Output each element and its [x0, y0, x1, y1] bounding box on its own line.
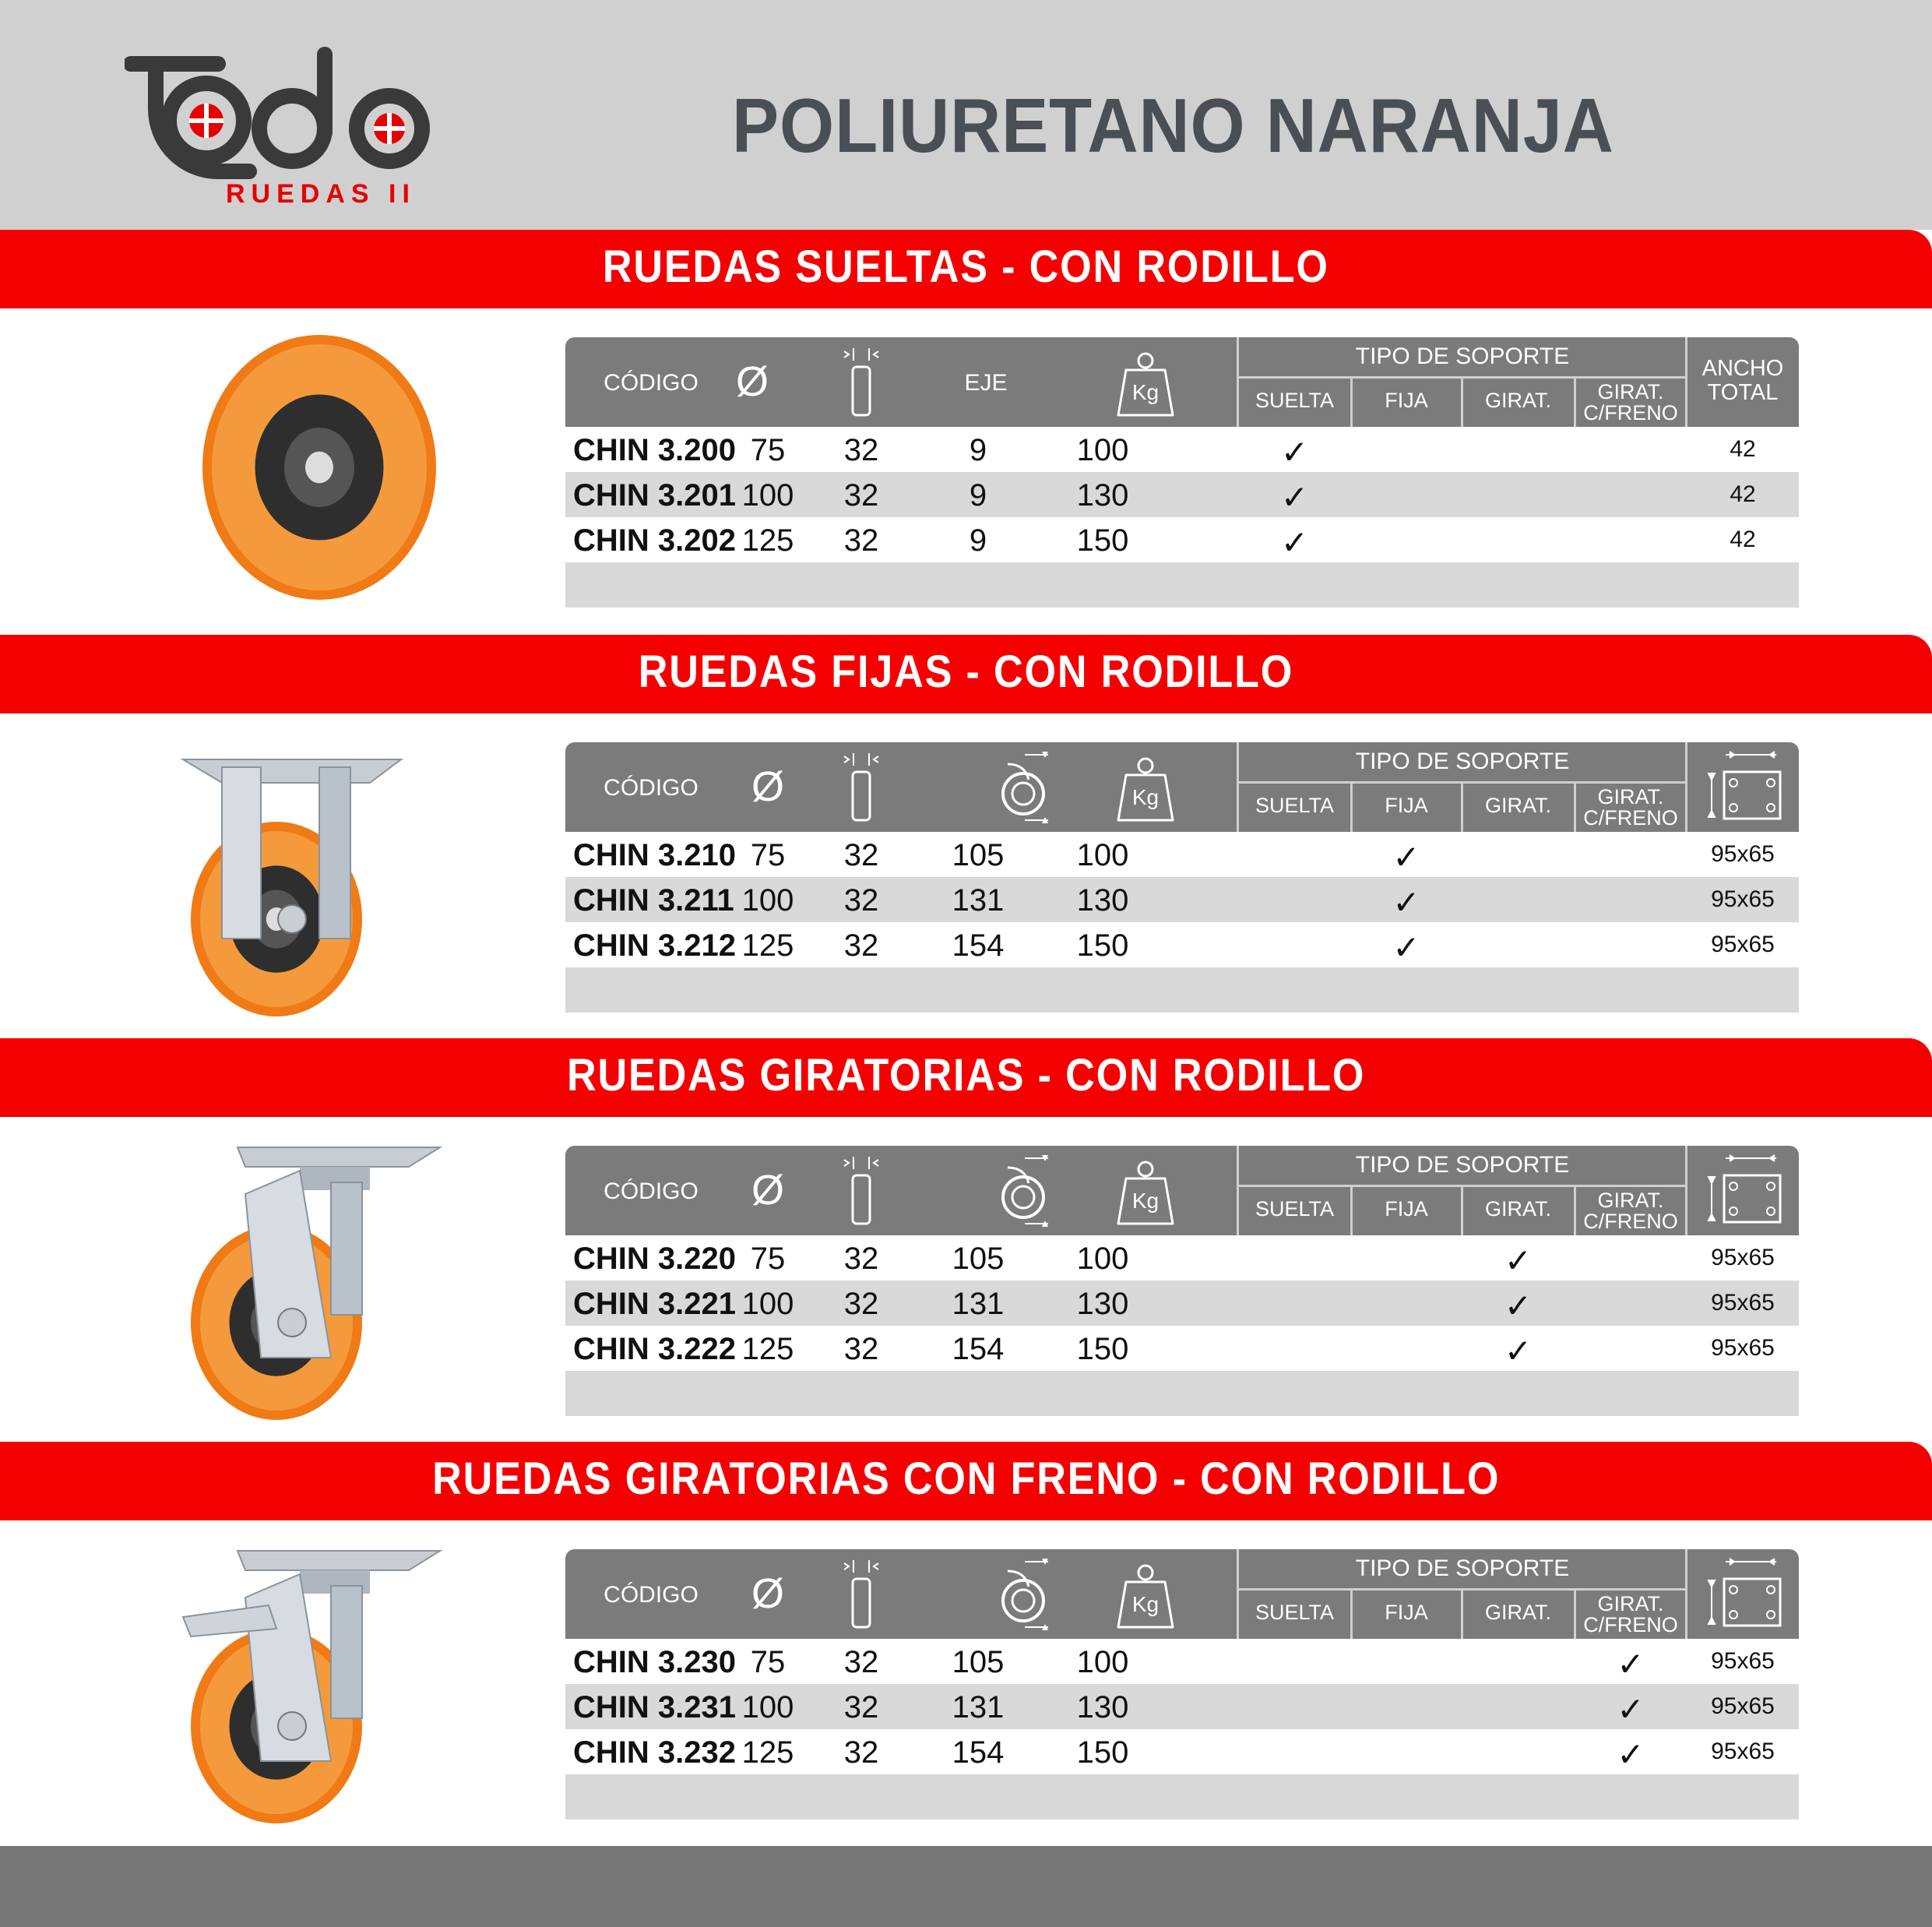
cell-d: 100 — [741, 1287, 794, 1321]
table-header — [565, 742, 1799, 832]
cell-ancho: 95x65 — [1711, 1245, 1775, 1270]
header-eje: EJE — [964, 370, 1008, 396]
header-tipo-soporte: TIPO DE SOPORTE — [1355, 1152, 1570, 1178]
divider — [1461, 379, 1463, 427]
check-icon: ✓ — [1504, 1333, 1533, 1369]
cell-kg: 130 — [1076, 1690, 1129, 1724]
section-title-text: RUEDAS SUELTAS - CON RODILLO — [603, 241, 1329, 292]
section-banner — [0, 1038, 1932, 1117]
kg-label: Kg — [1131, 1189, 1160, 1213]
height-icon — [994, 1555, 1056, 1640]
table-row — [565, 472, 1799, 517]
cell-kg: 100 — [1076, 1242, 1129, 1276]
product-table — [565, 1549, 1799, 1820]
section-banner — [0, 1442, 1932, 1520]
header-girat-freno: GIRAT. — [1597, 785, 1664, 808]
header-codigo: CÓDIGO — [604, 370, 699, 396]
cell-code: CHIN 3.221 — [573, 1287, 736, 1321]
header-girat: GIRAT. — [1484, 389, 1551, 412]
cell-w: 32 — [843, 1690, 879, 1724]
caster-wheel-photo — [175, 1140, 456, 1423]
check-icon: ✓ — [1280, 434, 1309, 470]
caster-wheel-photo — [175, 1543, 456, 1827]
page-header — [0, 0, 1932, 230]
table-header — [565, 337, 1799, 427]
check-icon: ✓ — [1504, 1242, 1533, 1279]
table-row — [565, 877, 1799, 922]
caster-wheel-photo — [175, 736, 456, 1020]
header-ancho: ANCHO — [1701, 356, 1784, 381]
divider — [1350, 379, 1353, 427]
header-girat-freno: GIRAT. — [1597, 1189, 1664, 1212]
cell-kg: 150 — [1076, 1735, 1129, 1770]
cell-code: CHIN 3.231 — [573, 1690, 736, 1724]
footer-bar — [0, 1846, 1932, 1927]
cell-h: 105 — [952, 1645, 1005, 1679]
axle-width-icon — [838, 752, 885, 832]
cell-d: 125 — [741, 1735, 794, 1770]
cell-d: 100 — [741, 1690, 794, 1724]
check-icon: ✓ — [1280, 479, 1309, 516]
check-icon: ✓ — [1392, 884, 1420, 921]
cell-ancho: 95x65 — [1711, 886, 1775, 912]
header-tipo-soporte: TIPO DE SOPORTE — [1355, 749, 1570, 774]
table-footer-row — [565, 1371, 1799, 1416]
mounting-plate-icon — [1702, 1152, 1788, 1236]
cell-w: 32 — [843, 1287, 879, 1321]
table-row — [565, 1639, 1799, 1684]
todo-ruedas-logo — [125, 47, 459, 210]
table-footer-row — [565, 1774, 1799, 1820]
cell-d: 100 — [741, 478, 794, 513]
table-row — [565, 1326, 1799, 1371]
header-girat-freno-2: C/FRENO — [1583, 1613, 1678, 1636]
cell-w: 32 — [843, 1645, 879, 1679]
cell-code: CHIN 3.210 — [573, 838, 736, 872]
cell-h: 105 — [952, 1242, 1005, 1276]
section-title-text: RUEDAS GIRATORIAS - CON RODILLO — [566, 1050, 1366, 1101]
cell-h: 154 — [952, 1735, 1005, 1770]
header-fija: FIJA — [1385, 1197, 1428, 1221]
cell-d: 75 — [750, 1645, 786, 1679]
header-diameter: Ø — [751, 1167, 784, 1214]
cell-code: CHIN 3.222 — [573, 1332, 736, 1366]
table-row — [565, 832, 1799, 877]
cell-h: 9 — [969, 433, 987, 467]
divider — [1574, 379, 1576, 427]
header-girat: GIRAT. — [1484, 794, 1551, 817]
table-row — [565, 1684, 1799, 1729]
header-girat-freno: GIRAT. — [1597, 380, 1664, 403]
product-table — [565, 337, 1799, 608]
check-icon: ✓ — [1504, 1288, 1533, 1324]
cell-kg: 100 — [1076, 838, 1129, 872]
header-tipo-soporte: TIPO DE SOPORTE — [1355, 1555, 1570, 1581]
header-codigo: CÓDIGO — [604, 1582, 699, 1608]
table-row — [565, 922, 1799, 967]
cell-w: 32 — [843, 883, 879, 918]
cell-h: 131 — [952, 1287, 1005, 1321]
divider — [1350, 1591, 1353, 1639]
divider — [1461, 1187, 1463, 1235]
cell-h: 131 — [952, 883, 1005, 918]
header-girat: GIRAT. — [1484, 1601, 1551, 1624]
cell-code: CHIN 3.220 — [573, 1242, 736, 1276]
check-icon: ✓ — [1617, 1646, 1645, 1682]
divider — [1350, 1187, 1353, 1235]
divider — [1685, 1549, 1687, 1639]
mounting-plate-icon — [1702, 749, 1788, 833]
header-girat-freno-2: C/FRENO — [1583, 806, 1678, 830]
height-icon — [994, 1152, 1056, 1236]
cell-kg: 130 — [1076, 1287, 1129, 1321]
cell-h: 131 — [952, 1690, 1005, 1724]
cell-d: 75 — [750, 433, 786, 467]
section-title — [0, 1049, 1932, 1101]
section-title-text: RUEDAS FIJAS - CON RODILLO — [638, 646, 1294, 697]
header-fija: FIJA — [1385, 1601, 1428, 1624]
cell-code: CHIN 3.212 — [573, 928, 736, 963]
check-icon: ✓ — [1280, 524, 1309, 561]
cell-w: 32 — [843, 838, 879, 872]
table-row — [565, 1235, 1799, 1281]
cell-w: 32 — [843, 1242, 879, 1276]
cell-h: 9 — [969, 478, 987, 513]
divider — [1574, 1187, 1576, 1235]
product-table — [565, 1146, 1799, 1416]
cell-code: CHIN 3.211 — [573, 883, 734, 918]
divider — [1350, 784, 1353, 832]
cell-kg: 150 — [1076, 1332, 1129, 1366]
page-title: POLIURETANO NARANJA — [732, 83, 1614, 168]
height-icon — [994, 749, 1056, 833]
cell-kg: 100 — [1076, 1645, 1129, 1679]
cell-ancho: 95x65 — [1711, 841, 1775, 867]
cell-w: 32 — [843, 478, 879, 513]
check-icon: ✓ — [1617, 1736, 1645, 1773]
section-banner — [0, 230, 1932, 308]
header-suelta: SUELTA — [1255, 794, 1335, 817]
cell-d: 75 — [750, 1242, 786, 1276]
kg-label: Kg — [1131, 380, 1160, 404]
cell-w: 32 — [843, 433, 879, 467]
cell-h: 154 — [952, 1332, 1005, 1366]
cell-kg: 150 — [1076, 523, 1129, 558]
table-row — [565, 517, 1799, 562]
header-fija: FIJA — [1385, 389, 1428, 412]
cell-ancho: 95x65 — [1711, 1648, 1775, 1674]
cell-kg: 130 — [1076, 883, 1129, 918]
divider — [1574, 784, 1576, 832]
cell-d: 125 — [741, 1332, 794, 1366]
cell-h: 9 — [969, 523, 987, 558]
divider — [1461, 1591, 1463, 1639]
header-diameter: Ø — [751, 763, 784, 810]
table-row — [565, 427, 1799, 472]
check-icon: ✓ — [1392, 929, 1420, 966]
cell-code: CHIN 3.230 — [573, 1645, 736, 1679]
cell-ancho: 42 — [1730, 527, 1756, 552]
cell-d: 125 — [741, 523, 794, 558]
header-diameter: Ø — [735, 358, 769, 405]
divider — [1685, 742, 1687, 832]
table-footer-row — [565, 967, 1799, 1013]
cell-ancho: 95x65 — [1711, 1739, 1775, 1764]
header-suelta: SUELTA — [1255, 1601, 1335, 1624]
cell-w: 32 — [843, 1332, 879, 1366]
cell-ancho: 95x65 — [1711, 1290, 1775, 1316]
section-title — [0, 646, 1932, 698]
axle-width-icon — [838, 1155, 885, 1235]
table-row — [565, 1729, 1799, 1774]
header-tipo-soporte: TIPO DE SOPORTE — [1355, 343, 1570, 369]
cell-code: CHIN 3.201 — [573, 478, 736, 513]
header-fija: FIJA — [1385, 794, 1428, 817]
cell-ancho: 95x65 — [1711, 932, 1775, 957]
caster-wheel-photo — [199, 331, 448, 615]
cell-kg: 130 — [1076, 478, 1129, 513]
table-footer-row — [565, 562, 1799, 608]
table-header — [565, 1146, 1799, 1235]
cell-code: CHIN 3.202 — [573, 523, 736, 558]
header-girat-freno-2: C/FRENO — [1583, 1210, 1678, 1233]
cell-d: 100 — [741, 883, 794, 918]
table-row — [565, 1281, 1799, 1326]
table-header — [565, 1549, 1799, 1639]
header-girat: GIRAT. — [1484, 1197, 1551, 1221]
kg-label: Kg — [1131, 785, 1160, 809]
axle-width-icon — [838, 347, 885, 427]
divider — [1461, 784, 1463, 832]
header-suelta: SUELTA — [1255, 389, 1335, 412]
header-diameter: Ø — [751, 1570, 784, 1617]
section-title — [0, 1453, 1932, 1505]
cell-h: 154 — [952, 928, 1005, 963]
section-banner — [0, 635, 1932, 713]
check-icon: ✓ — [1617, 1691, 1645, 1728]
kg-label: Kg — [1131, 1592, 1160, 1616]
cell-ancho: 42 — [1730, 481, 1756, 507]
mounting-plate-icon — [1702, 1555, 1788, 1640]
cell-w: 32 — [843, 1735, 879, 1770]
divider — [1685, 1146, 1687, 1235]
section-title — [0, 241, 1932, 293]
cell-ancho: 42 — [1730, 436, 1756, 462]
header-codigo: CÓDIGO — [604, 1178, 699, 1204]
header-girat-freno-2: C/FRENO — [1583, 401, 1678, 425]
divider — [1574, 1591, 1576, 1639]
cell-kg: 100 — [1076, 433, 1129, 467]
header-codigo: CÓDIGO — [604, 775, 699, 801]
cell-code: CHIN 3.200 — [573, 433, 736, 467]
axle-width-icon — [838, 1559, 885, 1639]
product-table — [565, 742, 1799, 1013]
logo-subtitle: RUEDAS II — [226, 179, 416, 209]
cell-d: 125 — [741, 928, 794, 963]
header-suelta: SUELTA — [1255, 1197, 1335, 1221]
cell-d: 75 — [750, 838, 786, 872]
header-total: TOTAL — [1707, 380, 1779, 405]
cell-w: 32 — [843, 928, 879, 963]
header-girat-freno: GIRAT. — [1597, 1592, 1664, 1615]
cell-ancho: 95x65 — [1711, 1693, 1775, 1719]
cell-h: 105 — [952, 838, 1005, 872]
section-title-text: RUEDAS GIRATORIAS CON FRENO - CON RODILLO — [431, 1453, 1501, 1504]
cell-code: CHIN 3.232 — [573, 1735, 736, 1770]
cell-w: 32 — [843, 523, 879, 558]
cell-kg: 150 — [1076, 928, 1129, 963]
check-icon: ✓ — [1392, 839, 1420, 875]
cell-ancho: 95x65 — [1711, 1335, 1775, 1361]
